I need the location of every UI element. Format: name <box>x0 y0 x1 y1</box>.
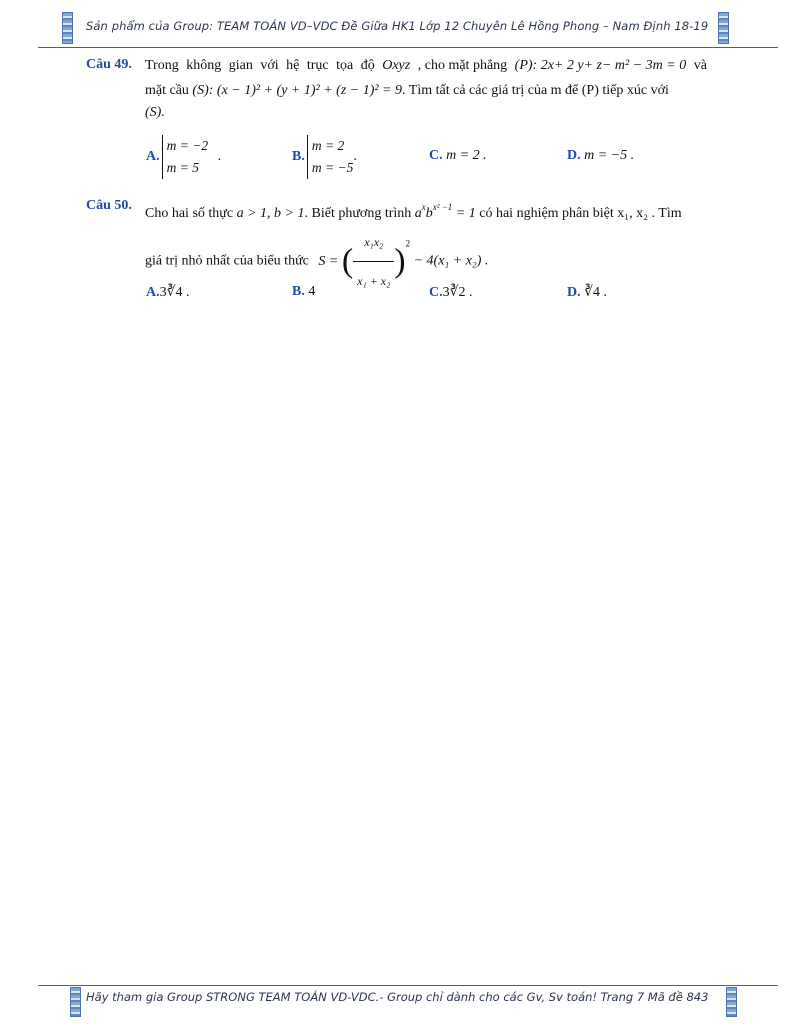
q49-option-d[interactable] <box>567 148 634 164</box>
condition: a > 1, b > 1 <box>236 206 305 221</box>
q49-word: trục <box>306 58 329 73</box>
option-text: m = 2 . <box>446 148 487 163</box>
q49-text-end: và <box>693 58 707 73</box>
footer-ornament-right <box>726 987 737 1017</box>
option-text: 3∛4 . <box>159 285 190 300</box>
s-tail: − 4(x₁ + x₂) . <box>413 253 489 269</box>
option-text: ∛4 . <box>584 285 608 300</box>
header-rule <box>38 47 778 48</box>
option-letter: C. <box>429 148 443 163</box>
footer-ornament-left <box>70 987 81 1017</box>
option-letter: D. <box>567 148 581 163</box>
q50-line1-mid: . Biết phương trình <box>304 206 412 221</box>
q50-line2-start: giá trị nhỏ nhất của biểu thức <box>145 253 309 269</box>
footer-rule <box>38 985 778 986</box>
option-letter: C. <box>429 285 443 300</box>
option-text: 3∛2 . <box>442 285 473 300</box>
s-lhs: S = <box>318 253 339 269</box>
exp-equation <box>414 202 476 221</box>
fraction <box>353 225 394 298</box>
option-letter: A. <box>146 285 160 300</box>
header-ornament-right <box>718 12 729 44</box>
question-49-line-2 <box>145 82 707 100</box>
option-tail: . <box>217 149 222 165</box>
page-footer: Hãy tham gia Group STRONG TEAM TOÁN VD-VDC.- Group chỉ dành cho các Gv, Sv toán! Trang 7 Mã đề 843 <box>86 990 709 1004</box>
q50-option-c[interactable] <box>429 284 473 301</box>
option-letter: A. <box>146 149 160 165</box>
exp-b: x² −1 <box>432 202 453 212</box>
q49-word: độ <box>360 58 375 73</box>
base-a: a <box>414 206 422 221</box>
sphere-equation: (S): (x − 1)² + (y + 1)² + (z − 1)² = 9 <box>192 83 403 98</box>
header-ornament-left <box>62 12 73 44</box>
question-49-line-1 <box>145 57 707 75</box>
question-49-label: Câu 49. <box>86 57 132 72</box>
q49-word: không <box>186 58 222 73</box>
eq-rhs: = 1 <box>455 206 476 221</box>
q49-option-a[interactable] <box>146 135 221 179</box>
option-b-system <box>307 135 353 179</box>
q49-word: Trong <box>145 58 179 73</box>
option-a-system <box>162 135 208 179</box>
coordinate-system: Oxyz <box>382 58 411 73</box>
q49-word: hệ <box>286 58 300 73</box>
square-exponent: 2 <box>405 238 411 249</box>
plane-equation: (P): 2x+ 2 y+ z− m² − 3m = 0 <box>514 58 687 73</box>
page-header: Sản phẩm của Group: TEAM TOÁN VD–VDC Đề Giữa HK1 Lớp 12 Chuyên Lê Hồng Phong – Nam Định 18-19 <box>86 19 709 33</box>
option-text: 4 <box>308 284 316 299</box>
system-row: m = −2 <box>166 138 209 153</box>
q49-word: gian <box>228 58 253 73</box>
q50-line1-end: có hai nghiệm phân biệt x₁, x₂ . Tìm <box>479 206 682 221</box>
left-paren: ( <box>341 242 354 280</box>
q50-option-d[interactable] <box>567 284 607 301</box>
system-row: m = −5 <box>311 160 354 175</box>
q50-option-b[interactable] <box>292 284 315 300</box>
q49-line2-start: mặt cầu <box>145 83 189 98</box>
q49-word: với <box>260 58 279 73</box>
q49-line2-end: . Tìm tất cả các giá trị của m để (P) tiếp xúc với <box>402 83 669 98</box>
exp-a: x <box>421 202 426 212</box>
q49-line3: (S). <box>145 105 165 120</box>
q50-option-a[interactable] <box>146 284 190 301</box>
q49-option-b[interactable] <box>292 135 357 179</box>
system-row: m = 2 <box>311 138 345 153</box>
system-row: m = 5 <box>166 160 199 175</box>
q49-text-mid: , cho mặt phẳng <box>417 58 508 73</box>
right-paren: ) <box>394 242 406 280</box>
option-letter: B. <box>292 149 305 165</box>
fraction-denominator: x₁ + x₂ <box>357 274 391 288</box>
option-letter: D. <box>567 285 581 300</box>
option-tail: . <box>353 149 357 165</box>
q49-word: tọa <box>336 58 354 73</box>
base-b: b <box>425 206 433 221</box>
q49-option-c[interactable] <box>429 148 487 164</box>
question-50-line-1 <box>145 198 707 223</box>
question-50-label: Câu 50. <box>86 198 132 213</box>
question-49-line-3 <box>145 104 707 122</box>
q50-line1-start: Cho hai số thực <box>145 206 234 221</box>
option-text: m = −5 . <box>584 148 635 163</box>
question-50-line-2 <box>145 225 707 298</box>
option-letter: B. <box>292 284 305 299</box>
fraction-numerator: x₁x₂ <box>353 225 394 262</box>
